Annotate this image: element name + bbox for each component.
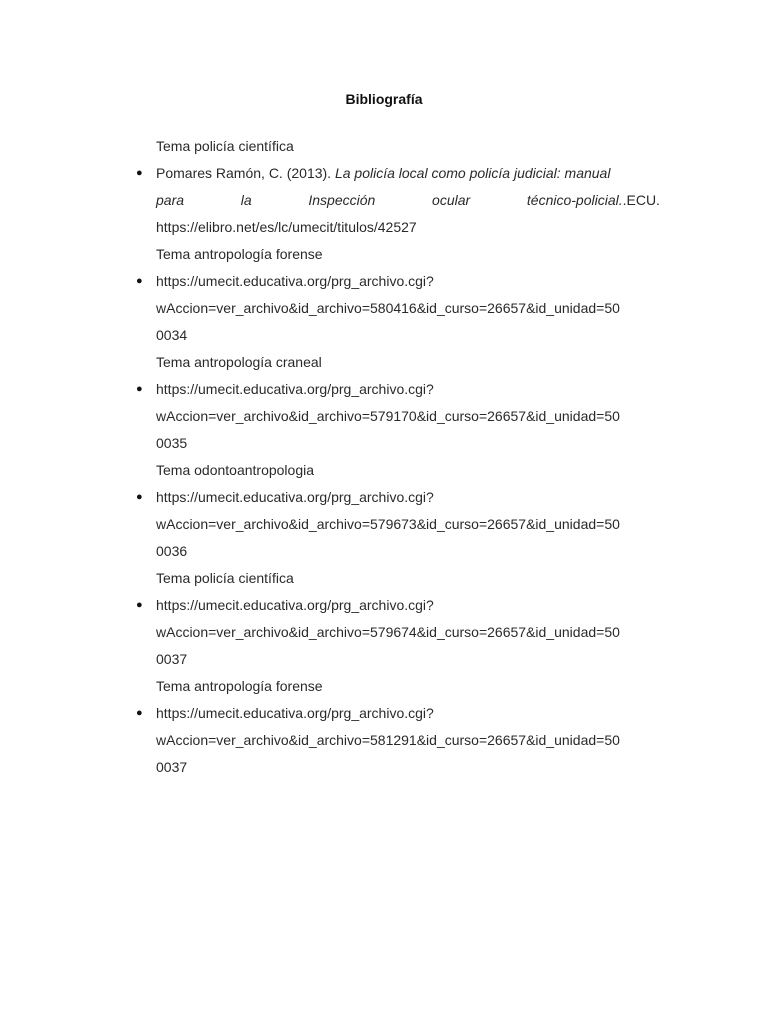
reference-url[interactable]: https://elibro.net/es/lc/umecit/titulos/42527 [156,219,417,235]
bullet-icon: ● [136,383,143,395]
list-item [136,700,660,781]
list-item [136,592,660,673]
topic-label: Tema antropología forense [156,678,323,694]
reference-url-line[interactable]: wAccion=ver_archivo&id_archivo=579673&id_curso=26657&id_unidad=50 [156,516,620,532]
reference-url-line[interactable]: wAccion=ver_archivo&id_archivo=579170&id_curso=26657&id_unidad=50 [156,408,620,424]
reference-publisher: .ECU. [622,192,660,208]
reference-title-word: la [240,192,252,208]
reference-url-line[interactable]: 0035 [156,435,188,451]
reference-url-line[interactable]: wAccion=ver_archivo&id_archivo=579674&id_curso=26657&id_unidad=50 [156,624,620,640]
reference-line-2 [156,187,660,214]
bullet-icon: ● [136,167,143,179]
topic-label: Tema policía científica [156,570,294,586]
reference-url-line[interactable]: https://umecit.educativa.org/prg_archivo.cgi? [156,381,434,397]
bibliography-list [136,133,660,781]
reference-line-1 [156,160,660,187]
reference-title-word: Inspección [308,192,376,208]
topic-label: Tema antropología craneal [156,354,322,370]
reference-author: Pomares Ramón, C. (2013). [156,165,335,181]
list-item [136,160,660,241]
page-title: Bibliografía [345,91,423,107]
topic-label: Tema antropología forense [156,246,323,262]
reference-url-line[interactable]: https://umecit.educativa.org/prg_archivo.cgi? [156,705,434,721]
reference-url-line[interactable]: https://umecit.educativa.org/prg_archivo.cgi? [156,273,434,289]
reference-title-word: técnico-policial. [526,192,623,208]
reference-url-line[interactable]: 0037 [156,759,188,775]
list-item [136,376,660,457]
reference-title-part1: La policía local como policía judicial: manual [334,165,611,181]
bullet-icon: ● [136,707,143,719]
list-item [136,268,660,349]
list-item [136,484,660,565]
reference-url-line[interactable]: 0037 [156,651,188,667]
reference-url-line[interactable]: wAccion=ver_archivo&id_archivo=580416&id_curso=26657&id_unidad=50 [156,300,620,316]
reference-url-line[interactable]: 0036 [156,543,188,559]
bullet-icon: ● [136,275,143,287]
reference-url-line[interactable]: 0034 [156,327,188,343]
reference-url-line[interactable]: https://umecit.educativa.org/prg_archivo.cgi? [156,597,434,613]
bullet-icon: ● [136,599,143,611]
topic-label: Tema odontoantropologia [156,462,315,478]
reference-url-line[interactable]: https://umecit.educativa.org/prg_archivo.cgi? [156,489,434,505]
reference-title-word: ocular [432,192,471,208]
reference-title-word: para [156,192,185,208]
bullet-icon: ● [136,491,143,503]
reference-url-line[interactable]: wAccion=ver_archivo&id_archivo=581291&id_curso=26657&id_unidad=50 [156,732,620,748]
topic-label: Tema policía científica [156,138,294,154]
